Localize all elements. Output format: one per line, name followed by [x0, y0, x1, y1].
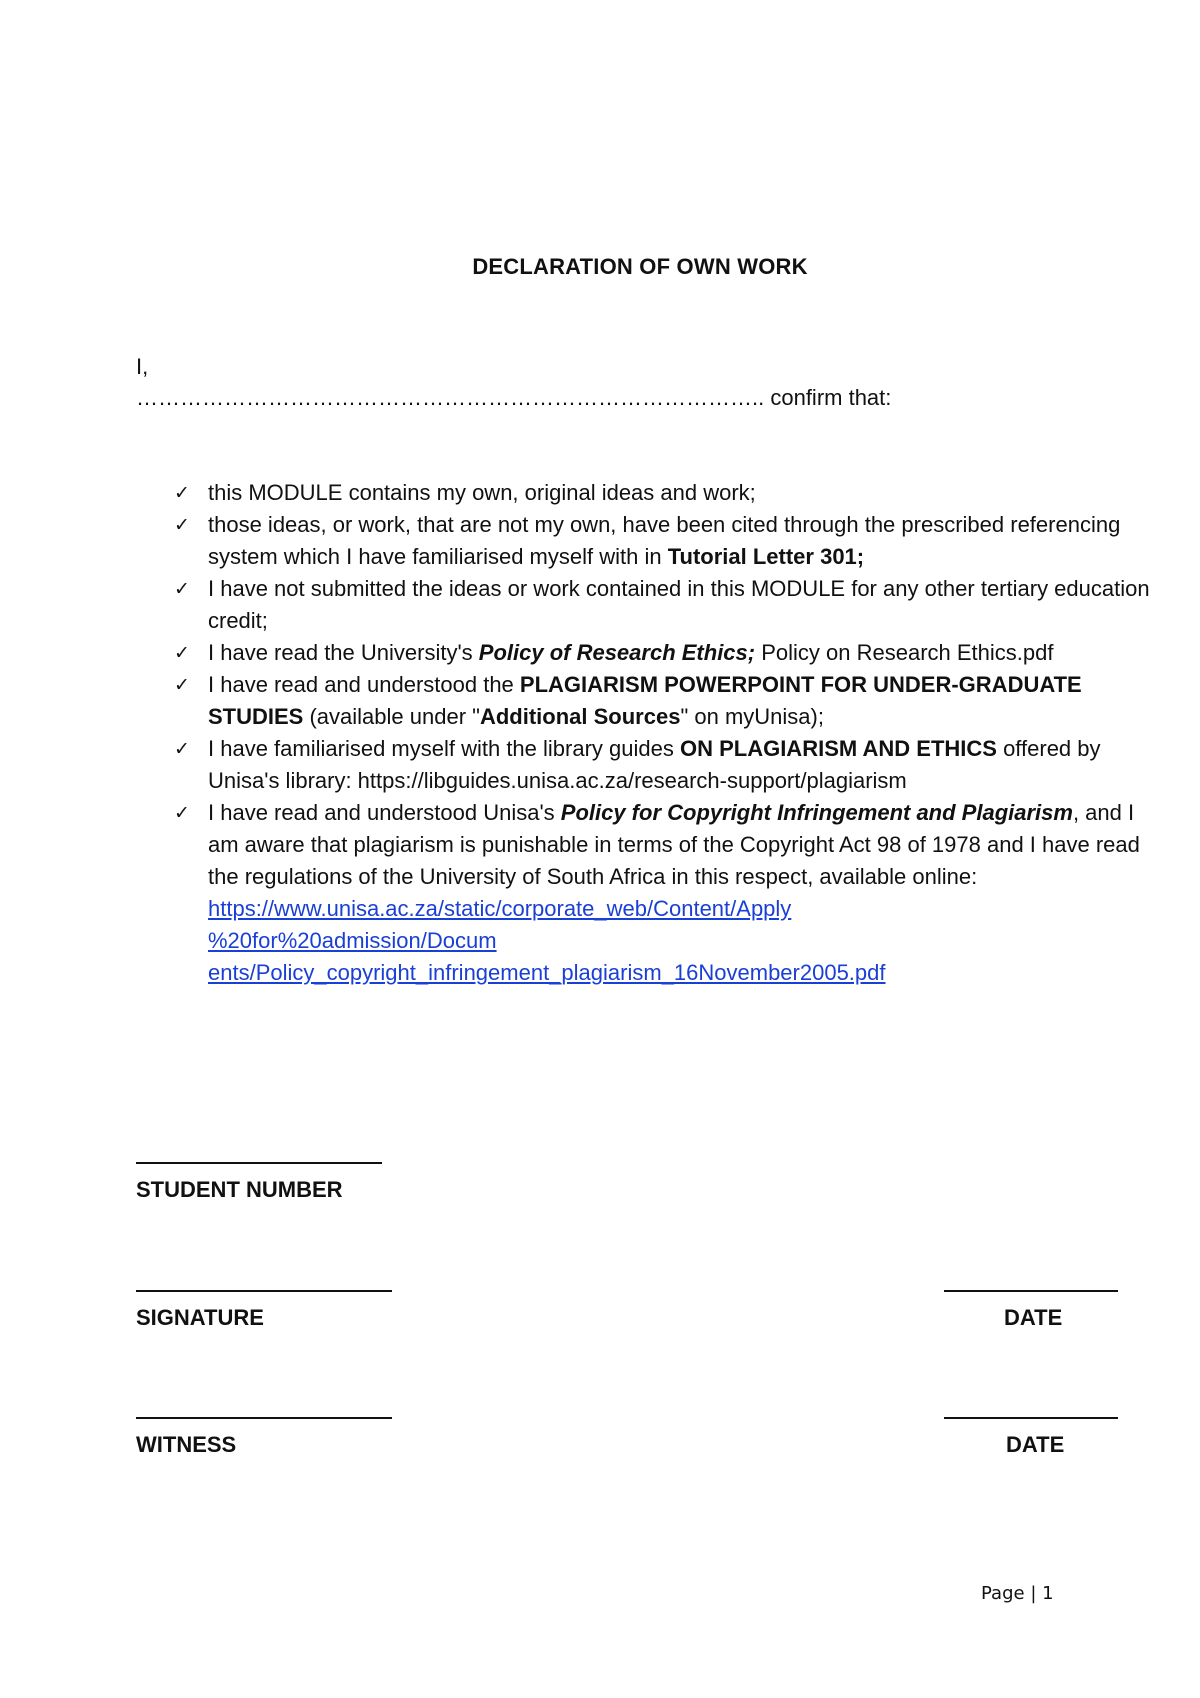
checkmark-icon: ✓	[174, 578, 190, 600]
student-number-label: STUDENT NUMBER	[136, 1177, 343, 1202]
item-text: I have read the University's	[208, 640, 479, 665]
checkmark-icon: ✓	[174, 674, 190, 696]
item-text: those ideas, or work, that are not my own, have been cited through the prescribed referencing system which I have familiarised myself with in	[208, 512, 1121, 569]
item-bold-text: PLAGIARISM POWERPOINT FOR UNDER-GRADUATE STUDIES	[208, 672, 1082, 729]
policy-link-part[interactable]: %20for%20admission/Docum	[208, 928, 497, 953]
intro-pronoun: I,	[136, 354, 149, 379]
intro-confirm-text: confirm that:	[764, 385, 892, 410]
date-label: DATE	[1004, 1305, 1063, 1330]
item-text: I have read and understood Unisa's	[208, 800, 561, 825]
item-text: I have familiarised myself with the library guides	[208, 736, 680, 761]
signature-label: SIGNATURE	[136, 1305, 264, 1330]
checklist-item	[170, 573, 1150, 637]
date-line[interactable]	[944, 1290, 1118, 1292]
checklist-item	[170, 797, 1150, 989]
page-separator: |	[1030, 1583, 1037, 1604]
item-bold-text: Tutorial Letter 301;	[667, 544, 865, 569]
item-text: I have read and understood the	[208, 672, 520, 697]
checkmark-icon: ✓	[174, 482, 190, 504]
item-bold-text: ON PLAGIARISM AND ETHICS	[679, 736, 997, 761]
witness-date-label: DATE	[1006, 1432, 1065, 1457]
checklist-item	[170, 733, 1150, 797]
witness-line[interactable]	[136, 1417, 392, 1419]
name-blank-dots: …………………………………………………………………………..	[136, 385, 765, 410]
policy-link[interactable]	[208, 896, 886, 985]
item-text: this MODULE contains my own, original ideas and work;	[208, 480, 756, 505]
checklist-item	[170, 509, 1150, 573]
witness-label: WITNESS	[136, 1432, 237, 1457]
item-bold-italic-text: Policy of Research Ethics;	[478, 640, 756, 665]
checklist-item	[170, 477, 1150, 509]
checkmark-icon: ✓	[174, 642, 190, 664]
policy-link-part[interactable]: ents/Policy_copyright_infringement_plagiarism_16November2005.pdf	[208, 960, 886, 985]
checkmark-icon: ✓	[174, 514, 190, 536]
page-number: 1	[1042, 1583, 1054, 1604]
checkmark-icon: ✓	[174, 738, 190, 760]
declaration-checklist	[170, 477, 1150, 989]
checkmark-icon: ✓	[174, 802, 190, 824]
checklist-item	[170, 637, 1150, 669]
student-number-line[interactable]	[136, 1162, 382, 1164]
signature-line[interactable]	[136, 1290, 392, 1292]
item-text: (available under "	[303, 704, 480, 729]
document-title: DECLARATION OF OWN WORK	[472, 254, 808, 279]
item-bold-italic-text: Policy for Copyright Infringement and Plagiarism	[560, 800, 1073, 825]
checklist-item	[170, 669, 1150, 733]
item-text: , and I am aware that plagiarism is punishable in terms of the Copyright Act 98 of 1978 and I have read the regulations of the University of South Africa in this respect, available online:	[208, 800, 1140, 889]
witness-date-line[interactable]	[944, 1417, 1118, 1419]
item-text: I have not submitted the ideas or work contained in this MODULE for any other tertiary education credit;	[208, 576, 1150, 633]
policy-link-part[interactable]: https://www.unisa.ac.za/static/corporate_web/Content/Apply	[208, 896, 792, 921]
item-bold-text: Additional Sources	[479, 704, 681, 729]
item-text: " on myUnisa);	[680, 704, 824, 729]
item-text: Policy on Research Ethics.pdf	[755, 640, 1054, 665]
item-text: offered by Unisa's library: https://libguides.unisa.ac.za/research-support/plagiarism	[208, 736, 1101, 793]
page-footer	[981, 1583, 1054, 1604]
page-label: Page	[981, 1583, 1025, 1604]
intro-line	[136, 385, 891, 411]
